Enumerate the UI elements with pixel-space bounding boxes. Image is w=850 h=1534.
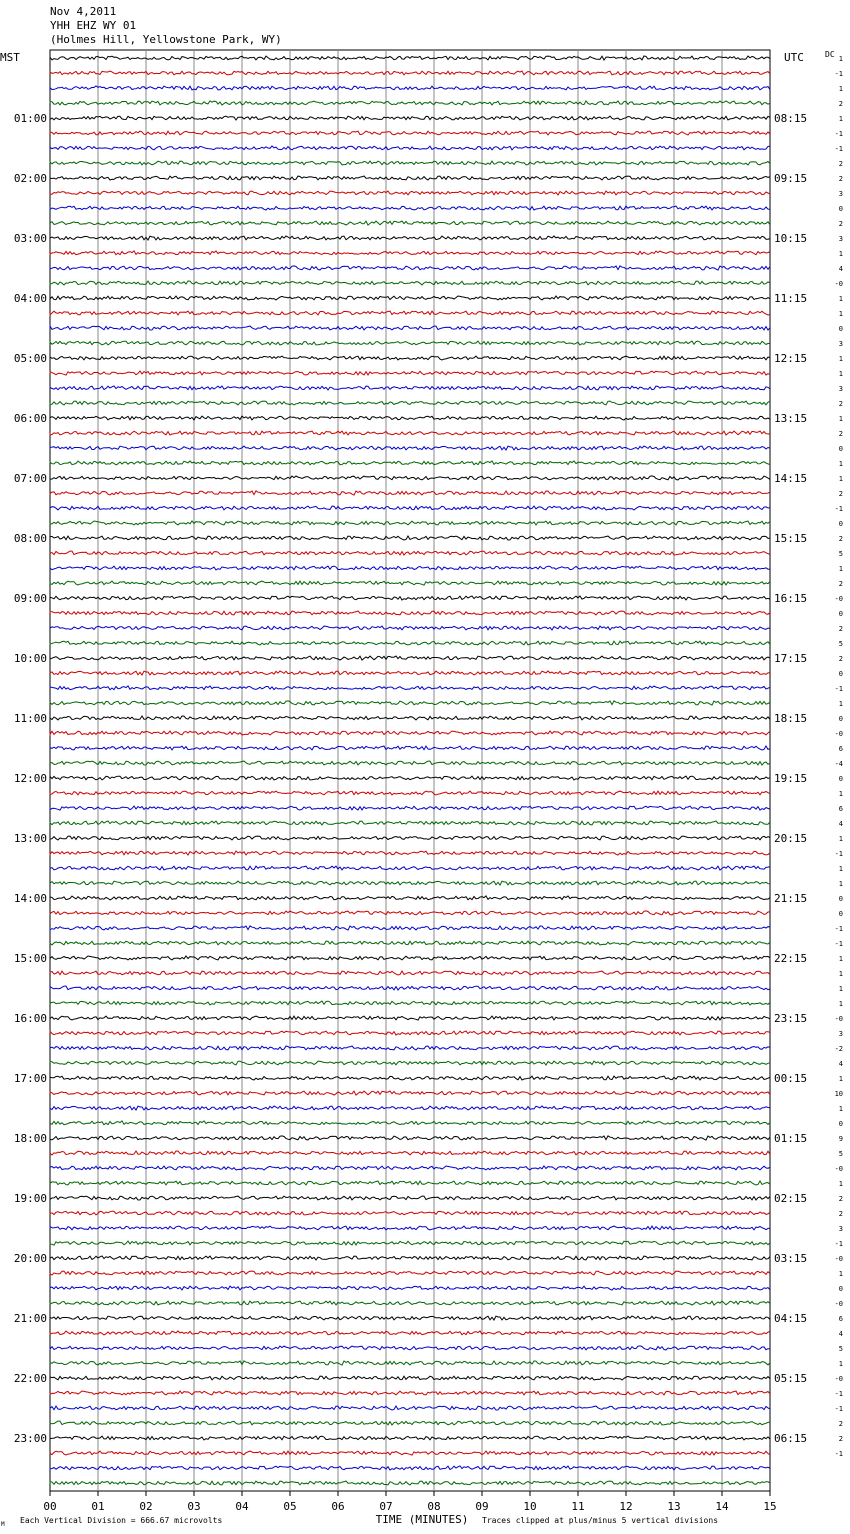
dc-offset-label: 3: [838, 1030, 843, 1038]
dc-offset-label: 0: [838, 325, 843, 333]
x-tick-label: 12: [619, 1500, 633, 1513]
x-tick-label: 13: [667, 1500, 681, 1513]
seismic-trace: [50, 131, 770, 135]
seismic-trace: [50, 731, 770, 735]
dc-offset-label: 2: [838, 1210, 843, 1218]
dc-offset-label: 3: [838, 340, 843, 348]
seismic-trace: [50, 911, 770, 915]
seismic-trace: [50, 791, 770, 795]
dc-offset-label: -1: [834, 130, 843, 138]
x-tick-label: 02: [139, 1500, 153, 1513]
dc-offset-label: -2: [834, 1045, 843, 1053]
seismic-trace: [50, 1466, 770, 1470]
dc-offset-label: 1: [838, 880, 843, 888]
left-hour-label: 06:00: [13, 412, 47, 425]
left-hour-label: 05:00: [13, 352, 47, 365]
right-hour-label: 00:15: [774, 1072, 808, 1085]
seismic-trace: [50, 1136, 770, 1140]
seismic-trace: [50, 146, 770, 150]
dc-offset-label: 0: [838, 715, 843, 723]
seismic-trace: [50, 1301, 770, 1305]
seismic-trace: [50, 326, 770, 330]
seismic-trace: [50, 1406, 770, 1410]
seismic-trace: [50, 431, 770, 435]
right-hour-label: 20:15: [774, 832, 808, 845]
x-tick-label: 05: [283, 1500, 297, 1513]
x-tick-label: 14: [715, 1500, 729, 1513]
seismic-trace: [50, 341, 770, 345]
seismic-trace: [50, 356, 770, 360]
left-hour-label: 03:00: [13, 232, 47, 245]
seismic-trace: [50, 1286, 770, 1290]
x-tick-label: 03: [187, 1500, 201, 1513]
seismic-trace: [50, 776, 770, 780]
dc-offset-label: 1: [838, 310, 843, 318]
dc-offset-label: 2: [838, 625, 843, 633]
right-hour-label: 02:15: [774, 1192, 808, 1205]
plot-date: Nov 4,2011: [50, 5, 117, 18]
dc-offset-label: 6: [838, 745, 843, 753]
seismic-trace: [50, 626, 770, 630]
dc-offset-label: -1: [834, 145, 843, 153]
seismic-trace: [50, 1451, 770, 1455]
dc-offset-label: 4: [838, 1330, 843, 1338]
seismic-trace: [50, 266, 770, 270]
dc-offset-label: 3: [838, 385, 843, 393]
dc-offset-label: -1: [834, 940, 843, 948]
right-hour-label: 14:15: [774, 472, 808, 485]
dc-offset-label: -1: [834, 1405, 843, 1413]
seismic-trace: [50, 476, 770, 480]
dc-offset-label: 4: [838, 265, 843, 273]
dc-offset-label: -1: [834, 925, 843, 933]
dc-offset-label: 2: [838, 430, 843, 438]
seismic-trace: [50, 596, 770, 600]
dc-offset-label: -0: [834, 1375, 843, 1383]
dc-offset-label: -0: [834, 730, 843, 738]
dc-offset-label: 6: [838, 1315, 843, 1323]
seismic-trace: [50, 926, 770, 930]
dc-offset-label: 2: [838, 535, 843, 543]
seismic-trace: [50, 311, 770, 315]
right-hour-label: 10:15: [774, 232, 808, 245]
left-hour-label: 23:00: [13, 1432, 47, 1445]
seismic-trace: [50, 1436, 770, 1440]
seismic-trace: [50, 956, 770, 960]
left-hour-label: 13:00: [13, 832, 47, 845]
left-hour-label: 02:00: [13, 172, 47, 185]
dc-offset-label: -1: [834, 1390, 843, 1398]
left-hour-label: 04:00: [13, 292, 47, 305]
seismic-trace: [50, 566, 770, 570]
dc-offset-label: 0: [838, 775, 843, 783]
seismic-trace: [50, 896, 770, 900]
left-hour-label: 08:00: [13, 532, 47, 545]
seismic-trace: [50, 716, 770, 720]
dc-offset-label: 3: [838, 190, 843, 198]
seismic-trace: [50, 836, 770, 840]
left-hour-label: 20:00: [13, 1252, 47, 1265]
seismic-trace: [50, 551, 770, 555]
seismic-trace: [50, 206, 770, 210]
dc-offset-label: 4: [838, 1060, 843, 1068]
dc-offset-label: -1: [834, 850, 843, 858]
dc-offset-label: 9: [838, 1135, 843, 1143]
seismic-trace: [50, 881, 770, 885]
x-tick-label: 06: [331, 1500, 345, 1513]
seismic-trace: [50, 1061, 770, 1065]
left-hour-label: 22:00: [13, 1372, 47, 1385]
x-tick-label: 10: [523, 1500, 537, 1513]
right-hour-label: 23:15: [774, 1012, 808, 1025]
dc-offset-label: 1: [838, 1270, 843, 1278]
x-tick-label: 07: [379, 1500, 393, 1513]
left-hour-label: 16:00: [13, 1012, 47, 1025]
dc-offset-label: -1: [834, 1240, 843, 1248]
dc-offset-label: -0: [834, 595, 843, 603]
seismic-trace: [50, 506, 770, 510]
dc-offset-label: 1: [838, 1000, 843, 1008]
dc-offset-label: 1: [838, 1105, 843, 1113]
seismic-trace: [50, 986, 770, 990]
seismic-trace: [50, 101, 770, 105]
right-hour-label: 09:15: [774, 172, 808, 185]
seismic-trace: [50, 56, 770, 60]
left-hour-label: 19:00: [13, 1192, 47, 1205]
seismic-trace: [50, 401, 770, 405]
seismic-trace: [50, 371, 770, 375]
seismic-trace: [50, 1241, 770, 1245]
dc-offset-label: 1: [838, 55, 843, 63]
seismic-trace: [50, 1376, 770, 1380]
seismic-trace: [50, 1181, 770, 1185]
dc-offset-label: 2: [838, 160, 843, 168]
seismic-trace: [50, 701, 770, 705]
dc-offset-label: -1: [834, 685, 843, 693]
dc-offset-label: 2: [838, 175, 843, 183]
dc-offset-label: 10: [834, 1090, 843, 1098]
seismic-trace: [50, 416, 770, 420]
seismic-trace: [50, 221, 770, 225]
dc-offset-label: 1: [838, 295, 843, 303]
dc-offset-label: 1: [838, 1360, 843, 1368]
seismic-trace: [50, 761, 770, 765]
clip-note: Traces clipped at plus/minus 5 vertical divisions: [482, 1516, 719, 1525]
seismic-trace: [50, 1211, 770, 1215]
dc-offset-label: 1: [838, 415, 843, 423]
dc-offset-label: 1: [838, 565, 843, 573]
dc-offset-label: 2: [838, 100, 843, 108]
dc-offset-label: 2: [838, 1435, 843, 1443]
dc-offset-label: 0: [838, 205, 843, 213]
seismic-trace: [50, 521, 770, 525]
x-tick-label: 11: [571, 1500, 585, 1513]
dc-offset-label: 1: [838, 85, 843, 93]
seismic-trace: [50, 1151, 770, 1155]
seismic-trace: [50, 746, 770, 750]
dc-offset-label: 5: [838, 1150, 843, 1158]
seismic-trace: [50, 1031, 770, 1035]
corner-mark: M: [1, 1521, 5, 1528]
seismic-trace: [50, 1316, 770, 1320]
x-tick-label: 08: [427, 1500, 441, 1513]
dc-offset-label: -0: [834, 1165, 843, 1173]
dc-offset-label: -1: [834, 505, 843, 513]
left-hour-label: 21:00: [13, 1312, 47, 1325]
dc-offset-label: 2: [838, 1420, 843, 1428]
x-tick-label: 15: [763, 1500, 777, 1513]
x-tick-label: 09: [475, 1500, 489, 1513]
station-code: YHH EHZ WY 01: [50, 19, 137, 32]
seismic-trace: [50, 71, 770, 75]
dc-offset-label: 1: [838, 700, 843, 708]
plot-frame: [50, 50, 770, 1491]
seismic-trace: [50, 461, 770, 465]
seismic-trace: [50, 656, 770, 660]
left-hour-label: 17:00: [13, 1072, 47, 1085]
dc-offset-label: -0: [834, 1255, 843, 1263]
dc-offset-label: 1: [838, 955, 843, 963]
dc-offset-label: 0: [838, 910, 843, 918]
dc-offset-label: 1: [838, 355, 843, 363]
dc-offset-label: 0: [838, 610, 843, 618]
dc-offset-label: 0: [838, 520, 843, 528]
right-hour-label: 03:15: [774, 1252, 808, 1265]
right-hour-label: 17:15: [774, 652, 808, 665]
right-hour-label: 19:15: [774, 772, 808, 785]
dc-offset-label: -0: [834, 280, 843, 288]
seismic-trace: [50, 1076, 770, 1080]
dc-offset-label: 2: [838, 220, 843, 228]
x-tick-label: 00: [43, 1500, 57, 1513]
left-hour-label: 01:00: [13, 112, 47, 125]
dc-offset-label: -0: [834, 1015, 843, 1023]
seismic-trace: [50, 386, 770, 390]
x-tick-label: 04: [235, 1500, 249, 1513]
dc-offset-label: 0: [838, 1285, 843, 1293]
right-timezone-label: UTC: [784, 51, 804, 64]
left-timezone-label: MST: [0, 51, 20, 64]
left-hour-label: 14:00: [13, 892, 47, 905]
seismic-trace: [50, 176, 770, 180]
dc-offset-label: 5: [838, 640, 843, 648]
seismic-trace: [50, 536, 770, 540]
seismic-trace: [50, 161, 770, 165]
dc-offset-label: 5: [838, 550, 843, 558]
seismic-trace: [50, 1256, 770, 1260]
left-hour-label: 15:00: [13, 952, 47, 965]
seismic-trace: [50, 446, 770, 450]
seismic-trace: [50, 1121, 770, 1125]
seismic-trace: [50, 581, 770, 585]
seismic-trace: [50, 866, 770, 870]
dc-offset-label: -4: [834, 760, 843, 768]
dc-offset-label: 2: [838, 400, 843, 408]
right-hour-label: 11:15: [774, 292, 808, 305]
dc-offset-label: 0: [838, 445, 843, 453]
seismic-trace: [50, 971, 770, 975]
seismic-trace: [50, 1481, 770, 1485]
seismic-trace: [50, 116, 770, 120]
seismic-trace: [50, 1361, 770, 1365]
right-hour-label: 22:15: [774, 952, 808, 965]
seismic-trace: [50, 941, 770, 945]
dc-offset-label: -1: [834, 70, 843, 78]
dc-offset-label: -0: [834, 1300, 843, 1308]
dc-offset-label: 2: [838, 1195, 843, 1203]
dc-offset-label: 1: [838, 1075, 843, 1083]
seismic-trace: [50, 851, 770, 855]
left-hour-label: 11:00: [13, 712, 47, 725]
seismic-trace: [50, 686, 770, 690]
dc-offset-label: 0: [838, 1120, 843, 1128]
right-hour-label: 18:15: [774, 712, 808, 725]
seismic-trace: [50, 1016, 770, 1020]
seismic-trace: [50, 281, 770, 285]
seismic-trace: [50, 1001, 770, 1005]
left-hour-label: 12:00: [13, 772, 47, 785]
dc-offset-label: 6: [838, 805, 843, 813]
left-hour-label: 09:00: [13, 592, 47, 605]
seismic-trace: [50, 1331, 770, 1335]
x-axis-title: TIME (MINUTES): [375, 1513, 469, 1526]
right-hour-label: 12:15: [774, 352, 808, 365]
right-hour-label: 01:15: [774, 1132, 808, 1145]
dc-offset-label: 1: [838, 790, 843, 798]
dc-offset-label: 2: [838, 580, 843, 588]
right-hour-label: 15:15: [774, 532, 808, 545]
dc-offset-label: 1: [838, 1180, 843, 1188]
dc-offset-label: 1: [838, 370, 843, 378]
seismic-trace: [50, 671, 770, 675]
left-hour-label: 10:00: [13, 652, 47, 665]
right-hour-label: 13:15: [774, 412, 808, 425]
dc-offset-label: 3: [838, 235, 843, 243]
seismic-trace: [50, 806, 770, 810]
dc-offset-label: 2: [838, 490, 843, 498]
seismic-trace: [50, 1391, 770, 1395]
left-hour-label: 07:00: [13, 472, 47, 485]
dc-offset-label: 1: [838, 460, 843, 468]
right-hour-label: 04:15: [774, 1312, 808, 1325]
dc-offset-label: 1: [838, 835, 843, 843]
dc-offset-label: 1: [838, 250, 843, 258]
seismic-trace: [50, 251, 770, 255]
x-tick-label: 01: [91, 1500, 105, 1513]
seismic-trace: [50, 641, 770, 645]
dc-offset-label: 1: [838, 865, 843, 873]
seismic-trace: [50, 611, 770, 615]
seismic-trace: [50, 1091, 770, 1095]
dc-offset-label: 5: [838, 1345, 843, 1353]
dc-offset-label: 1: [838, 475, 843, 483]
seismic-trace: [50, 491, 770, 495]
seismic-trace: [50, 1166, 770, 1170]
seismic-trace: [50, 1421, 770, 1425]
left-hour-label: 18:00: [13, 1132, 47, 1145]
dc-offset-label: 2: [838, 655, 843, 663]
seismic-trace: [50, 86, 770, 90]
dc-offset-label: 0: [838, 895, 843, 903]
dc-offset-label: 1: [838, 985, 843, 993]
dc-offset-label: 0: [838, 670, 843, 678]
seismic-trace: [50, 191, 770, 195]
right-hour-label: 21:15: [774, 892, 808, 905]
right-hour-label: 05:15: [774, 1372, 808, 1385]
dc-offset-label: 4: [838, 820, 843, 828]
seismic-trace: [50, 1046, 770, 1050]
seismic-trace: [50, 1271, 770, 1275]
dc-offset-label: 1: [838, 970, 843, 978]
right-hour-label: 06:15: [774, 1432, 808, 1445]
dc-offset-label: 1: [838, 115, 843, 123]
seismic-trace: [50, 296, 770, 300]
seismic-trace: [50, 236, 770, 240]
right-hour-label: 08:15: [774, 112, 808, 125]
right-hour-label: 16:15: [774, 592, 808, 605]
dc-offset-label: -1: [834, 1450, 843, 1458]
seismic-trace: [50, 1346, 770, 1350]
scale-note: Each Vertical Division = 666.67 microvolts: [20, 1516, 223, 1525]
station-location: (Holmes Hill, Yellowstone Park, WY): [50, 33, 282, 46]
seismic-trace: [50, 1196, 770, 1200]
dc-column-label: DC: [825, 50, 835, 59]
dc-offset-label: 3: [838, 1225, 843, 1233]
seismic-trace: [50, 821, 770, 825]
seismic-trace: [50, 1226, 770, 1230]
seismic-trace: [50, 1106, 770, 1110]
